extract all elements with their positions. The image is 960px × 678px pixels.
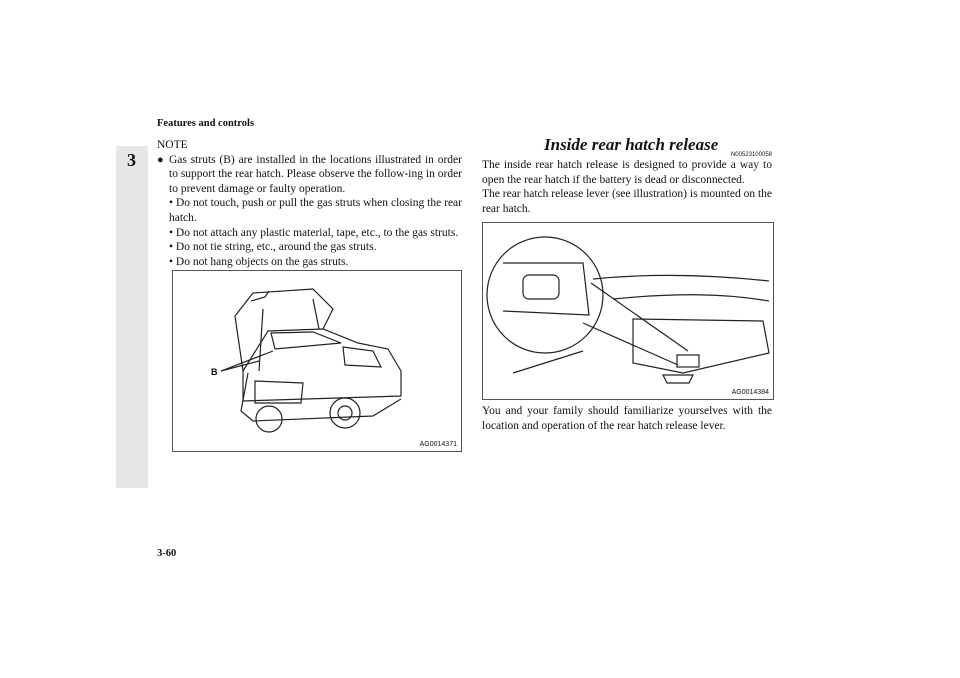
section-title: Inside rear hatch release	[544, 135, 719, 154]
chapter-number: 3	[127, 150, 136, 170]
release-lever-illustration	[482, 222, 774, 400]
note-bullet-body	[169, 153, 462, 270]
bullet-icon: ●	[157, 153, 164, 166]
note-item: • Do not touch, push or pull the gas struts when closing the rear hatch.	[169, 197, 462, 224]
figure-code: AG0014384	[731, 389, 769, 396]
note-bullet	[157, 153, 462, 270]
page-number: 3-60	[157, 548, 177, 559]
rear-hatch-release-section	[482, 135, 772, 216]
strut-callout-label: B	[211, 367, 218, 377]
car-rear-hatch-open-icon	[173, 271, 461, 451]
section-paragraph: The inside rear hatch release is designed to provide a way to open the rear hatch if the battery is dead or disconnected.	[482, 159, 772, 186]
figure-code: AG0014371	[419, 441, 457, 448]
note-item: • Do not attach any plastic material, tape, etc., to the gas struts.	[169, 226, 459, 239]
chapter-tab	[116, 146, 148, 488]
running-header: Features and controls	[157, 118, 255, 129]
note-main-text: Gas struts (B) are installed in the locations illustrated in order to support the rear hatch. Please observe the follow-ing in order to prevent damage or faulty operation.	[169, 153, 462, 195]
gas-struts-illustration	[172, 270, 462, 452]
familiarize-paragraph: You and your family should familiarize yourselves with the location and operation of the rear hatch release lever.	[482, 405, 772, 432]
note-block	[157, 138, 462, 269]
note-item: • Do not tie string, etc., around the gas struts.	[169, 241, 377, 254]
section-ref-code: N00523100058	[730, 152, 772, 158]
release-lever-detail-icon	[483, 223, 773, 399]
section-paragraph: The rear hatch release lever (see illustration) is mounted on the rear hatch.	[482, 188, 772, 215]
note-label: NOTE	[157, 139, 188, 151]
note-item: • Do not hang objects on the gas struts.	[169, 255, 349, 268]
